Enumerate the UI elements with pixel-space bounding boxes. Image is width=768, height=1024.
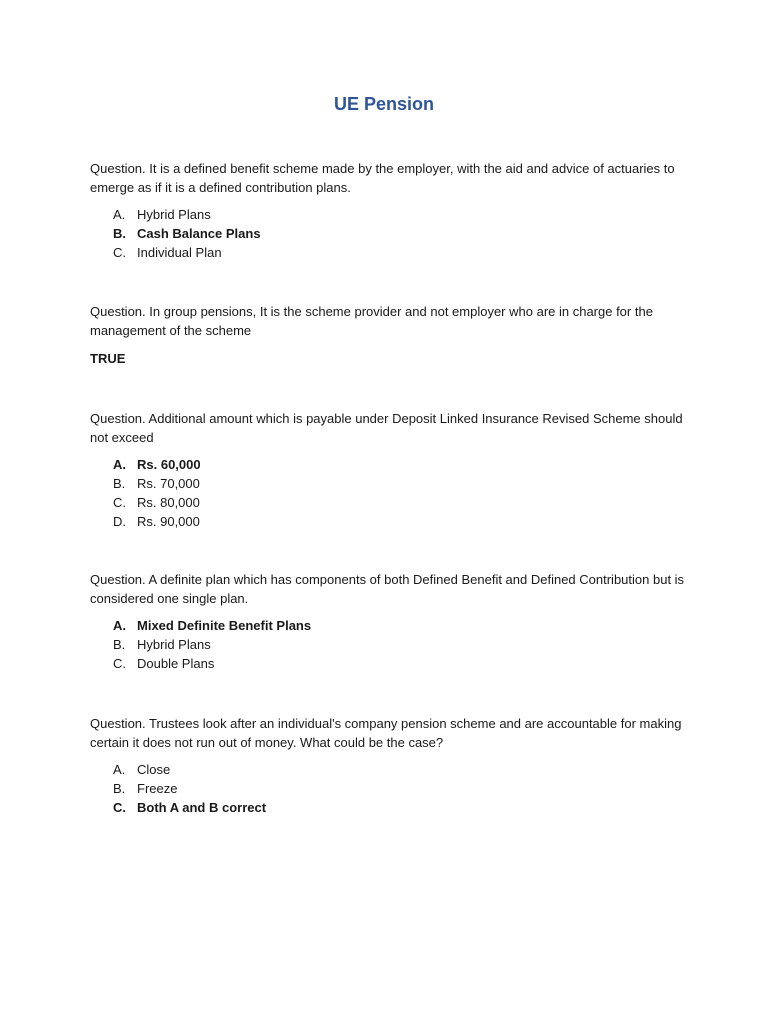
question-text: Question. In group pensions, It is the scheme provider and not employer who are in charge for the management of the scheme	[90, 304, 653, 338]
option-text: Double Plans	[137, 656, 215, 671]
question-1	[90, 159, 690, 262]
option-letter: C.	[113, 495, 126, 510]
option-letter: A.	[113, 457, 126, 472]
option-c-answer	[90, 798, 690, 817]
option-text: Freeze	[137, 781, 178, 796]
option-c	[90, 493, 690, 512]
question-4	[90, 570, 690, 673]
question-text: Question. Additional amount which is payable under Deposit Linked Insurance Revised Scheme should not exceed	[90, 411, 683, 445]
option-letter: C.	[113, 800, 126, 815]
option-a-answer	[90, 455, 690, 474]
question-text: Question. Trustees look after an individual's company pension scheme and are accountable for making certain it does not run out of money. What could be the case?	[90, 716, 682, 750]
option-letter: A.	[113, 762, 126, 777]
option-letter: B.	[113, 637, 126, 652]
option-letter: A.	[113, 207, 126, 222]
option-a	[90, 205, 690, 224]
option-letter: B.	[113, 226, 126, 241]
option-list	[90, 455, 690, 531]
option-list	[90, 616, 690, 673]
option-text: Rs. 70,000	[137, 476, 200, 491]
option-list	[90, 205, 690, 262]
option-text: Rs. 60,000	[137, 457, 201, 472]
option-text: Mixed Definite Benefit Plans	[137, 618, 312, 633]
option-d	[90, 512, 690, 531]
question-3	[90, 409, 690, 531]
option-c	[90, 243, 690, 262]
option-text: Close	[137, 762, 171, 777]
option-list	[90, 760, 690, 817]
option-letter: C.	[113, 656, 126, 671]
answer-text: TRUE	[90, 351, 126, 366]
option-text: Cash Balance Plans	[137, 226, 261, 241]
option-c	[90, 654, 690, 673]
option-letter: D.	[113, 514, 126, 529]
page-title: UE Pension	[333, 94, 435, 114]
question-text: Question. It is a defined benefit scheme made by the employer, with the aid and advice of actuaries to emerge as if it is a defined contribution plans.	[90, 161, 675, 195]
question-2	[90, 302, 690, 368]
option-b	[90, 635, 690, 654]
option-text: Individual Plan	[137, 245, 222, 260]
option-letter: B.	[113, 781, 126, 796]
option-b-answer	[90, 224, 690, 243]
option-letter: A.	[113, 618, 126, 633]
option-b	[90, 474, 690, 493]
option-text: Hybrid Plans	[137, 637, 211, 652]
option-b	[90, 779, 690, 798]
question-5	[90, 714, 690, 817]
option-a	[90, 760, 690, 779]
option-text: Hybrid Plans	[137, 207, 211, 222]
option-text: Both A and B correct	[137, 800, 267, 815]
option-letter: B.	[113, 476, 126, 491]
question-text: Question. A definite plan which has components of both Defined Benefit and Defined Contribution but is considered one single plan.	[90, 572, 685, 606]
option-text: Rs. 80,000	[137, 495, 200, 510]
option-a-answer	[90, 616, 690, 635]
option-letter: C.	[113, 245, 126, 260]
option-text: Rs. 90,000	[137, 514, 200, 529]
